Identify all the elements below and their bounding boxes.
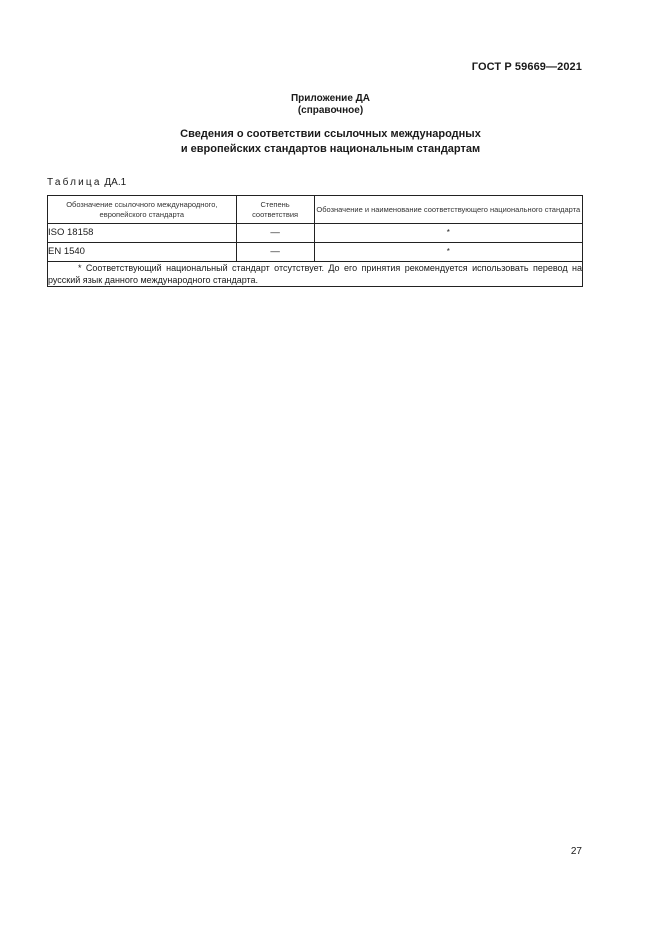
cell-national-standard: * [314,243,582,262]
table-caption-id: ДА.1 [104,177,127,188]
table-row [48,243,583,262]
document-code: ГОСТ Р 59669—2021 [471,61,582,73]
header-reference-standard: Обозначение ссылочного международного, европейского стандарта [48,196,237,224]
cell-reference-standard: ISO 18158 [48,224,237,243]
table-footnote: * Соответствующий национальный стандарт отсутствует. До его принятия рекомендуется использовать перевод на русский язык данного международного стандарта. [48,263,582,285]
cell-compliance-degree: — [236,224,314,243]
table-header-row [48,196,583,224]
section-title [0,127,661,157]
correspondence-table [47,195,583,287]
header-compliance-degree: Степень соответствия [236,196,314,224]
appendix-title: Приложение ДА [290,93,371,104]
cell-compliance-degree: — [236,243,314,262]
section-title-line-1: Сведения о соответствии ссылочных международных [180,128,481,140]
section-title-line-2: и европейских стандартов национальным стандартам [180,143,481,155]
table-caption [47,177,126,189]
table-caption-word: Таблица [47,177,102,188]
cell-reference-standard: EN 1540 [48,243,237,262]
page-number: 27 [570,846,582,857]
table-footnote-row [48,262,583,287]
cell-national-standard: * [314,224,582,243]
appendix-kind: (справочное) [297,105,364,116]
table-row [48,224,583,243]
header-national-standard: Обозначение и наименование соответствующего национального стандарта [314,196,582,224]
